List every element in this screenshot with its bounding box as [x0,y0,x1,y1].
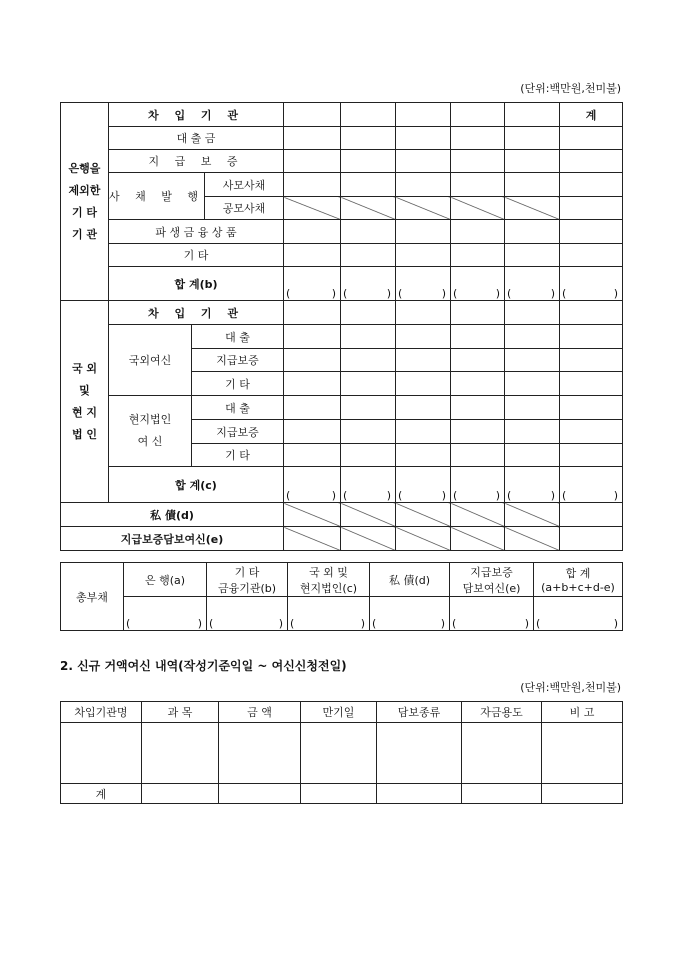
value-cell[interactable] [284,467,341,503]
cell-line: 여 신 [137,435,163,448]
table-row [61,563,623,597]
value-cell[interactable] [396,173,451,197]
value-cell[interactable] [560,267,623,301]
column-header: 차입기관명 [61,702,142,723]
table-row [61,396,623,420]
paren-close: ) [331,489,337,502]
table-row [61,723,623,784]
table-row [61,527,623,551]
value-cell [396,503,451,527]
value-cell[interactable] [560,396,623,420]
paren-close: ) [278,617,283,630]
cell-line: 현지법인 [128,413,172,426]
parenthesis-pair [560,489,622,502]
value-cell[interactable] [505,467,560,503]
value-cell [396,197,451,220]
paren-close: ) [441,287,447,300]
paren-open: ( [398,489,403,502]
cell-line: 담보여신(e) [462,581,521,595]
value-cell[interactable] [396,220,451,244]
value-cell[interactable] [560,467,623,503]
value-cell[interactable] [560,325,623,349]
value-cell[interactable] [284,150,341,173]
table-row [61,301,623,325]
value-cell[interactable] [396,444,451,467]
value-cell[interactable] [451,444,505,467]
parenthesis-pair [534,617,622,630]
cell-line: 현지법인(c) [299,581,358,595]
value-cell[interactable] [505,267,560,301]
value-cell[interactable] [284,220,341,244]
column-header: 과 목 [142,702,219,723]
value-cell [341,503,396,527]
value-cell[interactable] [142,784,219,804]
value-cell[interactable] [284,349,341,372]
cell-line: 私 債(d) [388,573,431,587]
total-label: 계 [61,784,142,804]
table-row [61,325,623,349]
row-bond-issue: 사 채 발 행 [109,173,205,220]
value-cell[interactable] [505,103,560,127]
paren-open: ( [372,617,377,630]
value-cell[interactable] [505,349,560,372]
value-cell[interactable] [301,784,377,804]
section2-title: 2. 신규 거액여신 내역(작성기준익일 ~ 여신신청전일) [60,659,347,673]
row-overseas-guarantee: 지급보증 [192,349,284,372]
value-cell [451,503,505,527]
cell-line: 제외한 [68,183,101,197]
total-liabilities-table [60,562,623,631]
value-cell[interactable] [560,527,623,551]
row-local-guarantee: 지급보증 [192,420,284,444]
value-cell[interactable] [542,784,623,804]
value-cell[interactable] [124,597,207,631]
value-cell[interactable] [560,150,623,173]
row-local-credit [109,396,192,467]
value-cell[interactable] [505,325,560,349]
column-header [450,563,534,597]
paren-open: ( [209,617,214,630]
cell-line: 기 타 [234,565,260,579]
paren-open: ( [452,617,457,630]
paren-close: ) [386,489,392,502]
value-cell[interactable] [451,127,505,150]
value-cell [451,197,505,220]
value-cell[interactable] [341,301,396,325]
column-header: 자금용도 [462,702,542,723]
value-cell[interactable] [505,173,560,197]
cell-line: 현 지 [71,405,98,419]
value-cell [396,527,451,551]
row-private-debt: 私 債(d) [61,503,284,527]
value-cell[interactable] [377,723,462,784]
unit-label: (단위:백만원,천미불) [520,82,621,95]
value-cell[interactable] [284,173,341,197]
value-cell [505,197,560,220]
value-cell[interactable] [341,396,396,420]
row-overseas-credit: 국외여신 [109,325,192,396]
paren-close: ) [613,489,619,502]
value-cell[interactable] [341,150,396,173]
value-cell[interactable] [451,150,505,173]
new-large-loans-table [60,701,623,804]
paren-open: ( [453,489,458,502]
value-cell[interactable] [560,127,623,150]
value-cell[interactable] [396,127,451,150]
row-loan: 대 출 금 [109,127,284,150]
value-cell[interactable] [396,420,451,444]
cell-line: 금융기관(b) [217,581,277,595]
parenthesis-pair [341,287,395,300]
value-cell[interactable] [284,372,341,396]
value-cell[interactable] [284,267,341,301]
value-cell[interactable] [505,420,560,444]
borrowing-status-table [60,102,623,551]
header-lender-2: 차 입 기 관 [109,301,284,325]
value-cell[interactable] [505,127,560,150]
cell-line: 은 행(a) [144,573,186,587]
value-cell[interactable] [505,150,560,173]
column-header: 담보종류 [377,702,462,723]
table-row [61,150,623,173]
paren-close: ) [613,287,619,300]
paren-open: ( [126,617,131,630]
value-cell[interactable] [451,396,505,420]
value-cell[interactable] [451,325,505,349]
row-overseas-other: 기 타 [192,372,284,396]
cell-line: 국 외 [71,361,98,375]
paren-open: ( [398,287,403,300]
column-header [288,563,370,597]
paren-open: ( [290,617,295,630]
value-cell[interactable] [341,349,396,372]
value-cell[interactable] [560,173,623,197]
value-cell[interactable] [505,220,560,244]
table-row [61,244,623,267]
paren-open: ( [507,287,512,300]
value-cell[interactable] [451,301,505,325]
value-cell[interactable] [396,396,451,420]
value-cell [505,503,560,527]
row-derivative: 파 생 금 융 상 품 [109,220,284,244]
unit-label-2: (단위:백만원,천미불) [520,681,621,694]
parenthesis-pair [505,287,559,300]
value-cell [284,527,341,551]
paren-close: ) [550,287,556,300]
value-cell[interactable] [284,127,341,150]
value-cell[interactable] [560,420,623,444]
table-row [61,220,623,244]
parenthesis-pair [451,489,504,502]
cell-line: 합 계 [565,567,591,580]
parenthesis-pair [284,287,340,300]
column-header: 만기일 [301,702,377,723]
paren-close: ) [386,287,392,300]
table-row [61,597,623,631]
value-cell[interactable] [505,444,560,467]
paren-open: ( [286,287,291,300]
value-cell[interactable] [341,103,396,127]
value-cell[interactable] [396,103,451,127]
value-cell[interactable] [396,267,451,301]
cell-line: 국 외 및 [309,565,348,579]
parenthesis-pair [124,617,206,630]
row-overseas-loan: 대 출 [192,325,284,349]
value-cell[interactable] [451,420,505,444]
row-public-bond: 공모사채 [205,197,284,220]
row-other: 기 타 [109,244,284,267]
group-foreign-local [61,301,109,503]
cell-line: 은행을 [68,161,101,175]
value-cell[interactable] [451,467,505,503]
paren-open: ( [562,287,567,300]
value-cell[interactable] [396,325,451,349]
paren-open: ( [453,287,458,300]
column-header [124,563,207,597]
value-cell[interactable] [284,244,341,267]
column-header [207,563,288,597]
table-row [61,127,623,150]
value-cell[interactable] [534,597,623,631]
paren-close: ) [441,489,447,502]
value-cell[interactable] [451,349,505,372]
value-cell[interactable] [560,301,623,325]
value-cell[interactable] [142,723,219,784]
value-cell[interactable] [396,349,451,372]
value-cell[interactable] [462,784,542,804]
value-cell[interactable] [341,325,396,349]
row-guarantee: 지 급 보 증 [109,150,284,173]
value-cell[interactable] [341,244,396,267]
row-local-loan: 대 출 [192,396,284,420]
paren-close: ) [440,617,445,630]
table-row [61,503,623,527]
cell-line: 기 관 [71,227,98,241]
value-cell[interactable] [301,723,377,784]
paren-close: ) [613,617,618,630]
paren-open: ( [343,287,348,300]
value-cell[interactable] [560,444,623,467]
value-cell[interactable] [284,325,341,349]
value-cell[interactable] [505,244,560,267]
value-cell[interactable] [451,220,505,244]
value-cell[interactable] [451,267,505,301]
paren-close: ) [360,617,365,630]
value-cell [341,527,396,551]
cell-line: 지급보증 [470,565,513,579]
parenthesis-pair [505,489,559,502]
paren-open: ( [286,489,291,502]
value-cell[interactable] [450,597,534,631]
value-cell[interactable] [560,349,623,372]
header-total: 계 [560,103,623,127]
value-cell[interactable] [396,301,451,325]
value-cell[interactable] [451,103,505,127]
value-cell[interactable] [219,784,301,804]
parenthesis-pair [451,287,504,300]
paren-close: ) [197,617,202,630]
value-cell[interactable] [396,244,451,267]
value-cell[interactable] [284,420,341,444]
value-cell[interactable] [396,150,451,173]
value-cell [284,503,341,527]
value-cell[interactable] [288,597,370,631]
cell-line: 법 인 [71,427,98,441]
value-cell[interactable] [451,244,505,267]
paren-open: ( [536,617,541,630]
header-lender: 차 입 기 관 [109,103,284,127]
value-cell[interactable] [560,197,623,220]
column-header [370,563,450,597]
value-cell[interactable] [396,372,451,396]
value-cell[interactable] [560,372,623,396]
parenthesis-pair [450,617,533,630]
row-guarantee-secured: 지급보증담보여신(e) [61,527,284,551]
value-cell[interactable] [560,244,623,267]
paren-close: ) [524,617,529,630]
value-cell[interactable] [341,420,396,444]
paren-close: ) [550,489,556,502]
paren-open: ( [343,489,348,502]
table-row [61,173,623,197]
parenthesis-pair [207,617,287,630]
paren-open: ( [562,489,567,502]
value-cell[interactable] [284,103,341,127]
value-cell[interactable] [219,723,301,784]
value-cell[interactable] [505,372,560,396]
value-cell[interactable] [284,396,341,420]
value-cell[interactable] [284,444,341,467]
value-cell[interactable] [370,597,450,631]
cell-line: (a+b+c+d-e) [541,581,615,594]
value-cell [341,197,396,220]
row-private-bond: 사모사채 [205,173,284,197]
parenthesis-pair [284,489,340,502]
row-local-other: 기 타 [192,444,284,467]
parenthesis-pair [396,489,450,502]
value-cell [505,527,560,551]
total-liabilities-label: 총부채 [61,563,124,631]
group-other-institutions [61,103,109,301]
table-row [61,467,623,503]
value-cell[interactable] [377,784,462,804]
cell-line: 및 [79,383,90,397]
table-row [61,267,623,301]
cell-line: 기 타 [71,205,98,219]
parenthesis-pair [560,287,622,300]
value-cell[interactable] [462,723,542,784]
parenthesis-pair [288,617,369,630]
paren-close: ) [495,287,501,300]
value-cell[interactable] [341,127,396,150]
value-cell[interactable] [341,444,396,467]
value-cell [284,197,341,220]
value-cell[interactable] [396,467,451,503]
row-total-c: 합 계(c) [109,467,284,503]
paren-close: ) [331,287,337,300]
parenthesis-pair [396,287,450,300]
table-row [61,784,623,804]
value-cell[interactable] [560,503,623,527]
table-row [61,702,623,723]
column-header [534,563,623,597]
column-header: 비 고 [542,702,623,723]
value-cell[interactable] [284,301,341,325]
value-cell[interactable] [505,396,560,420]
row-total-b: 합 계(b) [109,267,284,301]
value-cell[interactable] [451,173,505,197]
value-cell[interactable] [505,301,560,325]
value-cell[interactable] [560,220,623,244]
paren-open: ( [507,489,512,502]
table-row [61,103,623,127]
value-cell[interactable] [341,372,396,396]
value-cell[interactable] [341,267,396,301]
paren-close: ) [495,489,501,502]
value-cell[interactable] [341,220,396,244]
parenthesis-pair [341,489,395,502]
value-cell[interactable] [341,467,396,503]
value-cell[interactable] [542,723,623,784]
value-cell [451,527,505,551]
value-cell[interactable] [207,597,288,631]
value-cell[interactable] [341,173,396,197]
column-header: 금 액 [219,702,301,723]
value-cell[interactable] [61,723,142,784]
parenthesis-pair [370,617,449,630]
value-cell[interactable] [451,372,505,396]
